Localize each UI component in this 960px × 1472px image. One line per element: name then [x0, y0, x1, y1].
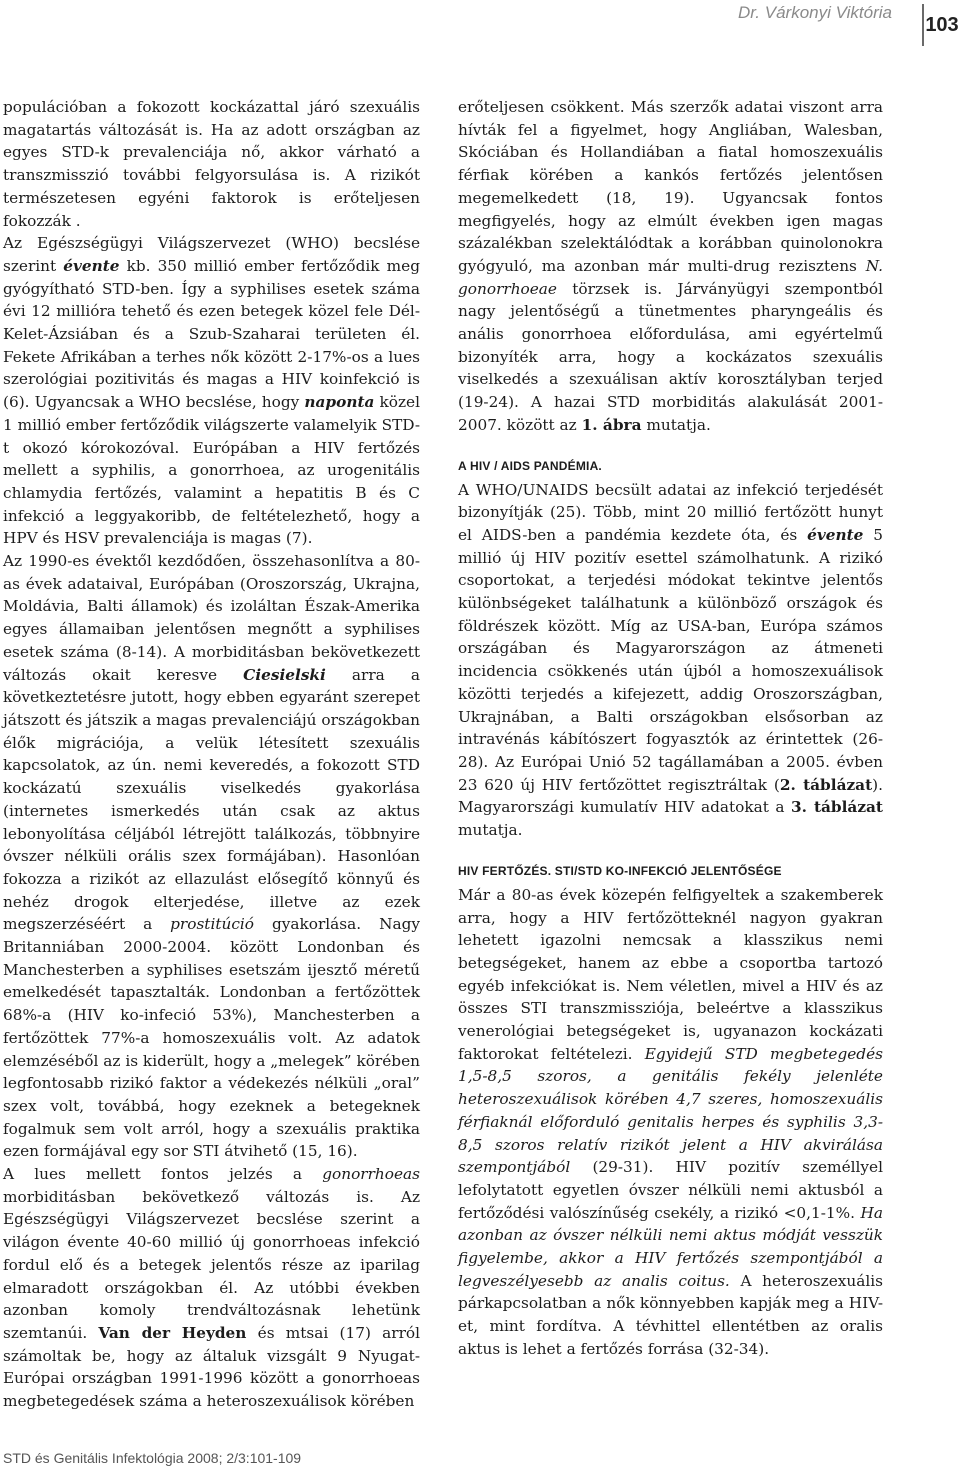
text-run: gyakorlása. Nagy Britanniában 2000-2004. között Londonban és Manchesterben a syphilises esetszám ijesztő méretű emelkedését tapasztalták. Londonban a fertőzöttek 68%-a (HIV ko-infeció 53%), Manchesterben a fertőzöttek 77%-a homoszexuális volt. Az adatok elemzéséből az is kiderült, hogy a „melegek” körében legfontosabb rizikó faktor a védekezés nélküli „oral” szex volt, továbbá, hogy ezeknek a betegeknek fogalmuk sem volt arról, hogy a szexuális praktika ezen formájával egy sor STI átvihető (15, 16).: [3, 915, 421, 1161]
table-reference-run: 3. táblázat: [791, 798, 884, 817]
text-run: erőteljesen csökkent. Más szerzők adatai viszont arra hívták fel a figyelmet, hogy Angliában, Walesban, Skóciában és Hollandiában a fiatal homoszexuális férfiak körében a kankós fertőzés jelentősen megemelkedett (18, 19). Ugyancsak fontos megfigyelés, hogy az elmúlt években igen magas százalékban szelektálódtak a korábban quinolonokra gyógyuló, ma azonban már multi-drug rezisztens: [458, 98, 883, 275]
author-name-run: Ciesielski: [243, 665, 326, 684]
text-run: mutatja.: [641, 415, 711, 434]
text-run: Az Egészségügyi Világszervezet (WHO) becslése szerint: [3, 234, 420, 275]
left-paragraph-4: [3, 1163, 420, 1413]
table-reference-run: 2. táblázat: [779, 775, 873, 794]
italic-run: gonorrhoeas: [322, 1165, 420, 1184]
right-paragraph-2: [458, 479, 883, 842]
text-run: és mtsai (17) arról számoltak be, hogy az általuk vizsgált 9 Nyugat-Európai országban 1991-1996 között a gonorrhoeas megbetegedések száma a heteroszexuálisok körében: [3, 1323, 420, 1411]
text-run: A WHO/UNAIDS becsült adatai az infekció terjedését bizonyítják (25). Több, mint 20 millió fertőzött hunyt el AIDS-ben a pandémia kezdete óta, és: [458, 480, 883, 544]
italic-run: Egyidejű STD megbetegedés 1,5-8,5 szoros, a genitális fekély jelenléte heteroszexuálisok körében 4,7 szeres, homoszexuális férfiaknál előforduló genitalis herpes és syphilis 3,3-8,5 szoros relatív rizikót jelent a HIV akvirálása szempontjából: [458, 1044, 883, 1177]
text-run: törzsek is. Járványügyi szempontból nagy jelentőségű a tünetmentes pharyngeális és anális gonorrhoea előfordulása, ami egyértelmű bizonyíték arra, hogy a kockázatos szexuális viselkedés a szexuálisan aktív korosztályban terjed (19-24). A hazai STD morbiditás alakulását 2001-2007. között az: [458, 279, 883, 434]
italic-run: prostitúció: [170, 915, 255, 934]
text-run: arra a következtetésre jutott, hogy ebben egyaránt szerepet játszott és játszik a magas prevalenciájú országokban élők migrációja, a velük létesített szexuális kapcsolatok, az ún. nemi keveredés, a fokozott STD kockázatú szexuális viselkedés gyakorlása (internetes ismerkedés után csak az aktus lebonyolítása céljából létrejött találkozás, többnyire óvszer nélküli orális szex formájában). Hasonlóan fokozza a rizikót az ellazulást elősegítő könnyű és nehéz drogok elterjedése, illetve az ezek megszerzéséért a: [3, 665, 420, 934]
text-run: morbiditásban bekövetkező változás is. Az Egészségügyi Világszervezet becslése szerint a világon évente 40-60 millió új gonorrhoeas infekció fordul elő és a betegek jelentős része az iparilag elmaradott országokban él. Az utóbbi években azonban komoly trendváltozásnak lehetünk szemtanúi.: [3, 1187, 420, 1342]
emphasis-run: évente: [807, 525, 864, 544]
journal-citation-footer: STD és Genitális Infektológia 2008; 2/3:101-109: [3, 1450, 302, 1466]
text-run: ). Magyarországi kumulatív HIV adatokat a: [458, 775, 883, 817]
running-header-author: Dr. Várkonyi Viktória: [738, 3, 892, 22]
figure-reference-run: 1. ábra: [581, 415, 642, 434]
text-run: közel 1 millió ember fertőződik világszerte valamelyik STD-t okozó kórokozóval. Európában a HIV fertőzés mellett a syphilis, a gonorrhoea, az urogenitális chlamydia fertőzés, valamint a hepatitis B és C infekció a leggyakoribb, de feltételezhető, hogy a HPV és HSV prevalenciája is magas (7).: [3, 393, 420, 548]
text-run: Már a 80-as évek közepén felfigyeltek a szakemberek arra, hogy a HIV fertőzötteknél nagyon gyakran lehetett igazolni nemcsak a klasszikus nemi betegségeket, hanem az ebbe a csoportba tartozó egyéb infekciókat is. Nem véletlen, mivel a HIV és az összes STI transzmissziója, beleértve a klasszikus venerológiai betegségeket is, ugyanazon kockázati faktorokat feltételezi.: [458, 885, 883, 1063]
right-paragraph-3: [458, 884, 883, 1361]
left-paragraph-1: populációban a fokozott kockázattal járó szexuális magatartás változását is. Ha az adott országban az egyes STD-k prevalenciája nő, akkor várható a transzmisszió további felgyorsulása is. A rizikót természetesen egyéni faktorok is erőteljesen fokozzák .: [3, 98, 420, 230]
page-number: 103: [925, 14, 959, 36]
emphasis-run: évente: [63, 256, 120, 275]
section-heading-hiv-aids: A HIV / AIDS PANDÉMIA.: [458, 458, 602, 473]
text-run: mutatja.: [458, 821, 523, 840]
right-text-column: [458, 96, 883, 1361]
text-run: Az 1990-es évektől kezdődően, összehasonlítva a 80-as évek adataival, Európában (Oroszország, Ukrajna, Moldávia, Balti államok) és izoláltan Észak-Amerika egyes államaiban jelentősen megnőtt a syphilises esetek száma (8-14). A morbiditásban bekövetkezett változás okait keresve: [3, 552, 420, 684]
text-run: kb. 350 millió ember fertőződik meg gyógyítható STD-ben. Így a syphilises esetek száma évi 12 millióra tehető és ezen betegek közel fele Dél-Kelet-Ázsiában és a Szub-Szaharai területen él. Fekete Afrikában a terhes nők között 2-17%-os a lues szerológiai pozitivitás és magas a HIV koinfekció is (6). Ugyancsak a WHO becslése, hogy: [3, 256, 420, 412]
left-paragraph-2: [3, 232, 420, 550]
text-run: A heteroszexuális párkapcsolatban a nők könnyebben kapják meg a HIV-et, mint fordítva. A tévhittel ellentétben az oralis aktus is lehet a fertőzés forrása (32-34).: [458, 1271, 883, 1358]
author-name-run: Van der Heyden: [98, 1323, 247, 1342]
emphasis-run: naponta: [304, 393, 375, 412]
section-heading-hiv-coinfection: HIV FERTŐZÉS. STI/STD KO-INFEKCIÓ JELENTŐSÉGE: [458, 863, 782, 878]
right-paragraph-1: [458, 96, 883, 437]
left-paragraph-3: [3, 550, 420, 1163]
text-run: A lues mellett fontos jelzés a: [3, 1165, 323, 1184]
italic-run: N. gonorrhoeae: [458, 256, 883, 298]
left-text-column: [3, 96, 420, 1413]
text-run: (29-31). HIV pozitív személlyel lefolytatott egyetlen óvszer nélküli nemi aktusból a fertőződési valószínűség csekély, a rizikó <0,1-1%.: [458, 1158, 883, 1222]
italic-run: Ha azonban az óvszer nélküli nemi aktus módját vesszük figyelembe, akkor a HIV fertőzés szempontjából a legveszélyesebb az analis coitus.: [458, 1203, 883, 1290]
text-run: 5 millió új HIV pozitív esettel számolhatunk. A rizikó csoportokat, a terjedési módokat tekintve jelentős különbségeket találhatunk a különböző országok és földrészek között. Míg az USA-ban, Európa számos országában és Magyarországon az átmeneti incidencia csökkenés után újból a homoszexuálisok közötti terjedés a kifejezett, addig Oroszországban, Ukrajnában, a Balti országokban elsősorban az intravénás kábítószert fogyasztók az érintettek (26-28). Az Európai Unió 52 tagállamában a 2005. évben 23 620 új HIV fertőzöttet regisztráltak (: [458, 525, 883, 794]
